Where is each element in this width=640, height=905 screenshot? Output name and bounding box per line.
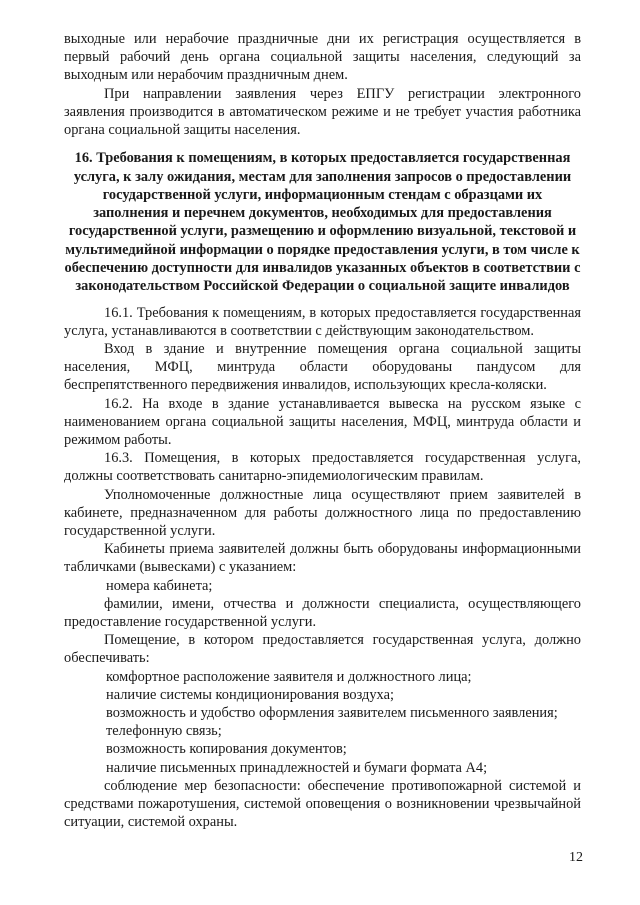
- list-item-cabinet-number: номера кабинета;: [106, 577, 213, 594]
- list-item-air-conditioning: наличие системы кондиционирования воздуха;: [106, 686, 394, 703]
- paragraph-entrance-ramp: Вход в здание и внутренние помещения органа социальной защиты населения, МФЦ, минтруда области оборудованы пандусом для беспрепятственного передвижения инвалидов, использующих кресла-коляски.: [64, 341, 581, 394]
- paragraph-16-2: 16.2. На входе в здание устанавливается вывеска на русском языке с наименованием органа социальной защиты населения, МФЦ, минтруда области и режимом работы.: [64, 395, 581, 449]
- paragraph-16-1: 16.1. Требования к помещениям, в которых предоставляется государственная услуга, устанавливаются в соответствии с действующим законодательством.: [64, 304, 581, 339]
- paragraph-premises: Помещение, в котором предоставляется государственная услуга, должно обеспечивать:: [64, 632, 581, 667]
- page-number: 12: [569, 850, 583, 865]
- paragraph-epgu-registration: При направлении заявления через ЕПГУ регистрации электронного заявления производится в автоматическом режиме и не требует участия работника органа социальной защиты населения.: [64, 85, 581, 139]
- paragraph-specialist-name: фамилии, имени, отчества и должности специалиста, осуществляющего предоставление государственной услуги.: [64, 595, 581, 631]
- list-item-stationery: наличие письменных принадлежностей и бумаги формата А4;: [106, 759, 488, 776]
- list-item-comfort: комфортное расположение заявителя и должностного лица;: [106, 668, 472, 685]
- list-item-written-application: возможность и удобство оформления заявителем письменного заявления;: [106, 705, 558, 722]
- paragraph-officials: Уполномоченные должностные лица осуществляют прием заявителей в кабинете, предназначенном для работы должностного лица по предоставлению государственной услуги.: [64, 486, 581, 540]
- list-item-copying: возможность копирования документов;: [106, 741, 347, 758]
- paragraph-intro-continuation: выходные или нерабочие праздничные дни их регистрация осуществляется в первый рабочий день органа социальной защиты населения, следующий за выходным или нерабочим праздничным днем.: [64, 31, 581, 84]
- paragraph-cabinets: Кабинеты приема заявителей должны быть оборудованы информационными табличками (вывесками) с указанием:: [64, 541, 581, 576]
- paragraph-16-3: 16.3. Помещения, в которых предоставляется государственная услуга, должны соответствовать санитарно-эпидемиологическим правилам.: [64, 450, 581, 485]
- paragraph-safety-measures: соблюдение мер безопасности: обеспечение противопожарной системой и средствами пожаротушения, системой оповещения о возникновении чрезвычайной ситуации, системой охраны.: [64, 777, 581, 831]
- section-heading-16: 16. Требования к помещениям, в которых предоставляется государственная услуга, к залу ожидания, местам для заполнения запросов о предоставлении государственной услуги, информационным стендам с образцами их заполнения и перечнем документов, необходимых для предоставления государственной услуги, размещению и оформлению визуальной, текстовой и мультимедийной информации о порядке предоставления услуги, в том числе к обеспечению доступности для инвалидов указанных объектов в соответствии с законодательством Российской Федерации о социальной защите инвалидов: [64, 150, 581, 295]
- list-item-telephone: телефонную связь;: [106, 723, 222, 740]
